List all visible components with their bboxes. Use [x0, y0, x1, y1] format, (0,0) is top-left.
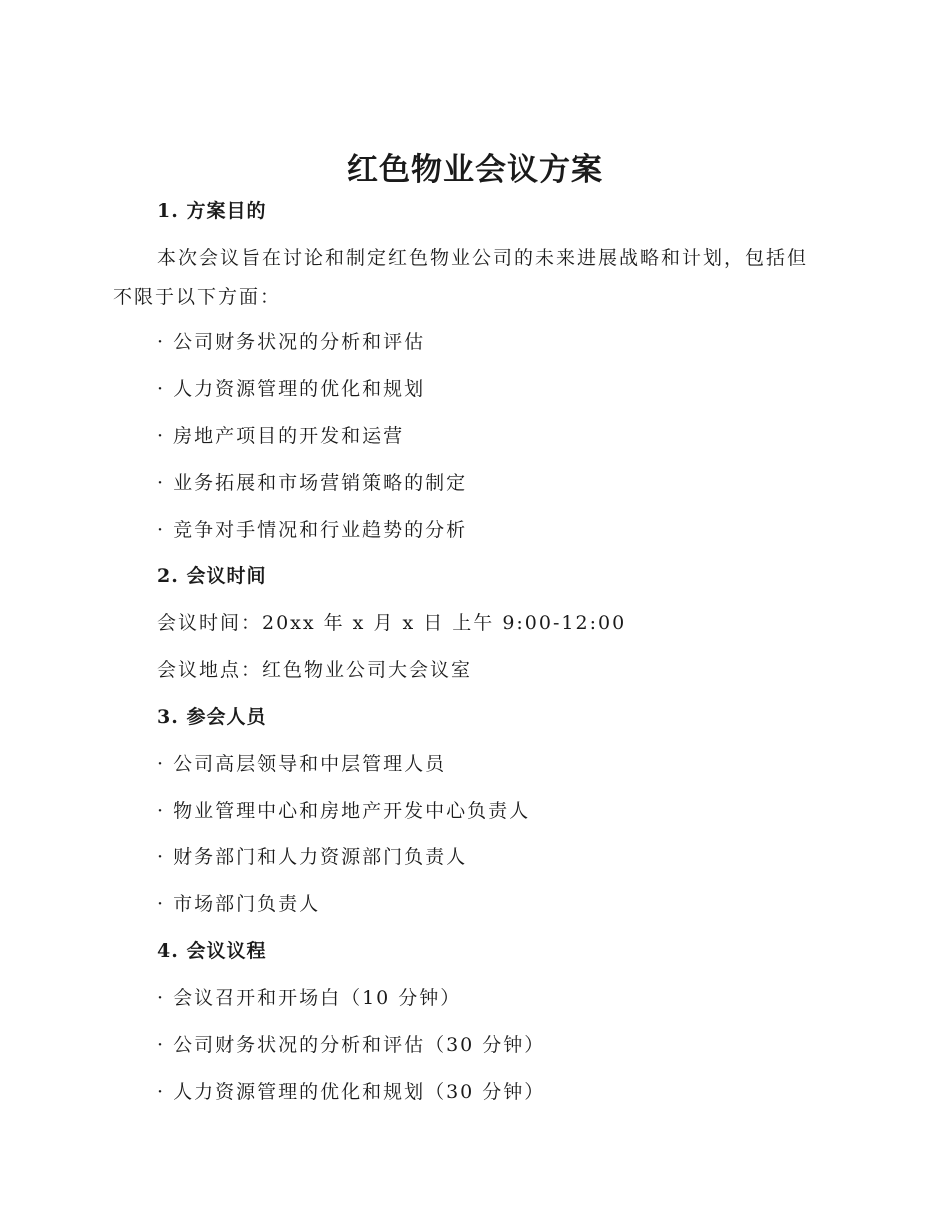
list-item: · 财务部门和人力资源部门负责人	[157, 846, 468, 868]
list-item: · 业务拓展和市场营销策略的制定	[157, 472, 468, 494]
document-title: 红色物业会议方案	[347, 152, 603, 188]
list-item: · 会议召开和开场白（10 分钟）	[157, 987, 462, 1009]
meeting-location: 会议地点：红色物业公司大会议室	[157, 659, 473, 681]
list-item: · 公司财务状况的分析和评估	[157, 331, 426, 353]
paragraph-line: 不限于以下方面：	[113, 286, 282, 308]
list-item: · 公司高层领导和中层管理人员	[157, 753, 447, 775]
list-item: · 市场部门负责人	[157, 893, 321, 915]
section-heading-purpose: 1. 方案目的	[157, 200, 267, 222]
meeting-time: 会议时间：20xx 年 x 月 x 日 上午 9:00-12:00	[157, 612, 627, 634]
section-heading-agenda: 4. 会议议程	[157, 940, 267, 962]
list-item: · 公司财务状况的分析和评估（30 分钟）	[157, 1034, 546, 1056]
list-item: · 竞争对手情况和行业趋势的分析	[157, 519, 468, 541]
section-heading-attendees: 3. 参会人员	[157, 706, 267, 728]
list-item: · 房地产项目的开发和运营	[157, 425, 405, 447]
list-item: · 人力资源管理的优化和规划（30 分钟）	[157, 1081, 546, 1103]
list-item: · 物业管理中心和房地产开发中心负责人	[157, 800, 531, 822]
list-item: · 人力资源管理的优化和规划	[157, 378, 426, 400]
section-heading-time: 2. 会议时间	[157, 565, 267, 587]
paragraph-line: 本次会议旨在讨论和制定红色物业公司的未来进展战略和计划，包括但	[157, 247, 809, 269]
